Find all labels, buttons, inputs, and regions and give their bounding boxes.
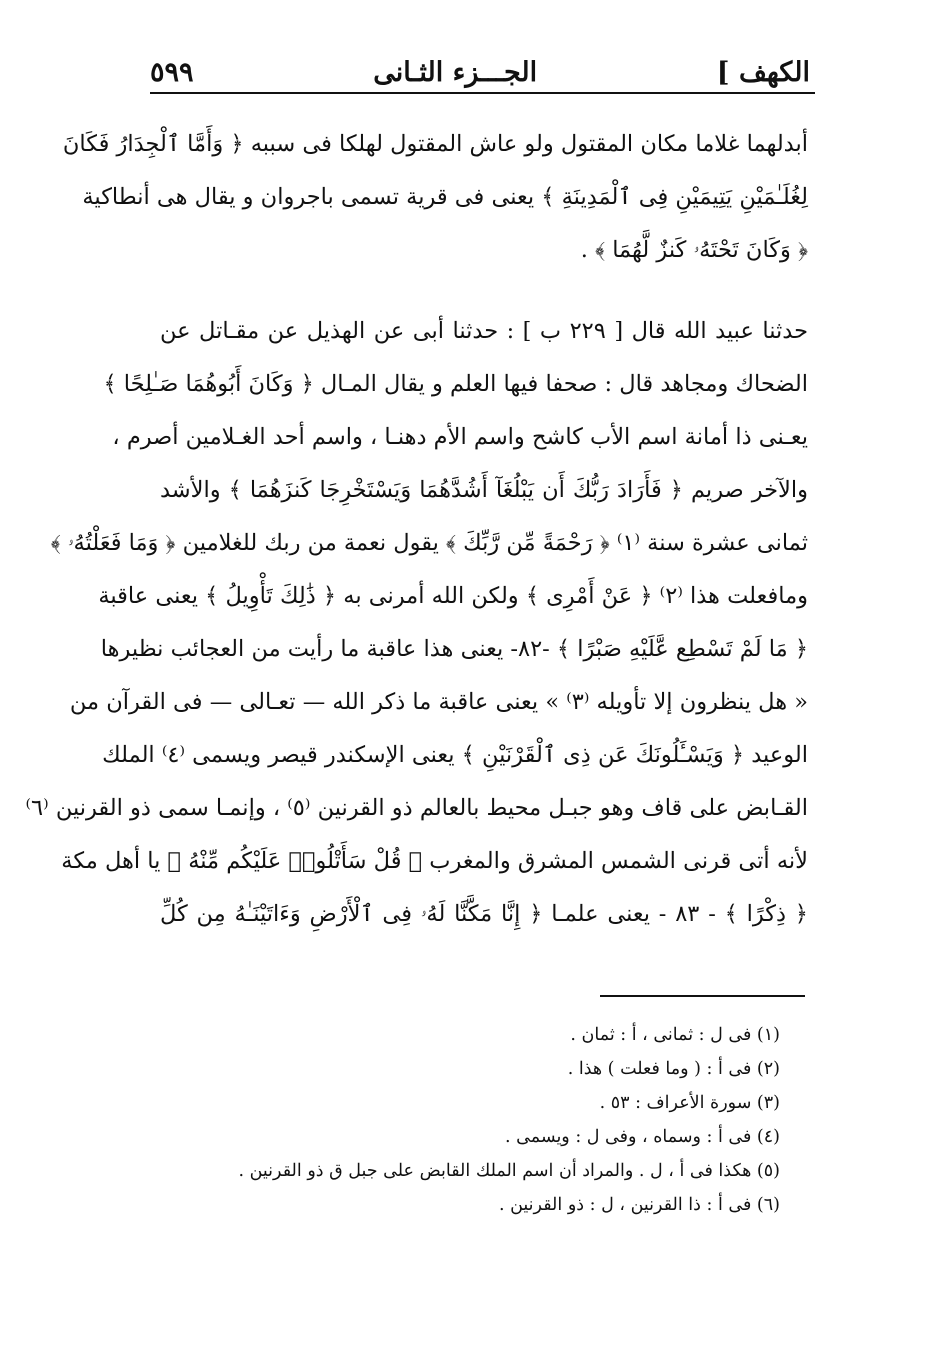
text-line: ﴿ ذِكْرًا ﴾ - ٨٣ - يعنى علمـا ﴿ إِنَّا مَكَّنَّا لَهُۥ فِى ٱلْأَرْضِ وَءَاتَيْنَـٰهُ مِن كُلِّ xyxy=(160,901,808,927)
surah-title: الكهف ] xyxy=(716,56,810,88)
paragraph-gap xyxy=(160,277,808,305)
footnote: (١) فى ل : ثمانى ، أ : ثمان . xyxy=(570,1025,780,1045)
text-line: ﴿ وَكَانَ تَحْتَهُۥ كَنزٌ لَّهُمَا ﴾ . xyxy=(580,237,808,263)
footnote: (٣) سورة الأعراف : ٥٣ . xyxy=(599,1093,780,1113)
page-number: ٥٩٩ xyxy=(150,56,194,88)
text-line: ثمانى عشرة سنة ⁽١⁾ ﴿ رَحْمَةً مِّن رَّبِّكَ ﴾ يقول نعمة من ربك للغلامين ﴿ وَمَا فَعَلْتُهُۥ ﴾ xyxy=(50,530,808,556)
text-line: الضحاك ومجاهد قال : صحفا فيها العلم و يقال المـال ﴿ وَكَانَ أَبُوهُمَا صَـٰلِحًا ﴾ xyxy=(103,371,808,397)
header-rule xyxy=(150,92,815,94)
text-line: ومافعلت هذا ⁽٢⁾ ﴿ عَنْ أَمْرِى ﴾ ولكن الله أمرنى به ﴿ ذَٰلِكَ تَأْوِيلُ ﴾ يعنى عاقبة xyxy=(98,583,808,609)
text-line: ﴿ مَا لَمْ تَسْطِع عَّلَيْهِ صَبْرًا ﴾ -٨٢- يعنى هذا عاقبة ما رأيت من العجائب نظيرها xyxy=(100,636,808,662)
text-line: القـابض على قاف وهو جبـل محيط بالعالم ذو القرنين ⁽٥⁾ ، وإنمـا سمى ذو القرنين ⁽٦⁾ xyxy=(25,795,808,821)
page-header xyxy=(150,48,810,96)
footnotes xyxy=(240,1018,780,1222)
text-line: لأنه أتى قرنى الشمس المشرق والمغرب ﴿ قُلْ سَأَتْلُوا۟ عَلَيْكُم مِّنْهُ ﴾ يا أهل مكة xyxy=(61,848,808,874)
part-title: الجـــزء الثـانى xyxy=(373,56,538,88)
text-line: والآخر صريم ﴿ فَأَرَادَ رَبُّكَ أَن يَبْلُغَآ أَشُدَّهُمَا وَيَسْتَخْرِجَا كَنزَهُمَا ﴾ والأشد xyxy=(160,477,808,503)
text-line: يعـنى ذا أمانة اسم الأب كاشح واسم الأم دهنـا ، واسم أحد الغـلامين أصرم ، xyxy=(112,424,808,450)
footnote: (٦) فى أ : ذا القرنين ، ل : ذو القرنين . xyxy=(498,1195,780,1215)
footnote: (٥) هكذا فى أ ، ل . والمراد أن اسم الملك القابض على جبل ق ذو القرنين . xyxy=(238,1161,780,1181)
text-line: لِغُلَـٰمَيْنِ يَتِيمَيْنِ فِى ٱلْمَدِينَةِ ﴾ يعنى فى قرية تسمى باجروان و يقال هى أنطاكية xyxy=(82,184,808,210)
footnote: (٢) فى أ : ( وما فعلت ) هذا . xyxy=(567,1059,780,1079)
text-line: « هل ينظرون إلا تأويله ⁽٣⁾ » يعنى عاقبة ما ذكر الله — تعـالى — فى القرآن من xyxy=(69,689,808,715)
text-line: الوعيد ﴿ وَيَسْـَٔلُونَكَ عَن ذِى ٱلْقَرْنَيْنِ ﴾ يعنى الإسكندر قيصر ويسمى ⁽٤⁾ الملك xyxy=(102,742,808,768)
text-line: أبدلهما غلاما مكان المقتول ولو عاش المقتول لهلكا فى سببه ﴿ وَأَمَّا ٱلْجِدَارُ فَكَانَ xyxy=(62,131,808,157)
text-line: حدثنا عبيد الله قال [ ٢٢٩ ب ] : حدثنا أبى عن الهذيل عن مقـاتل عن xyxy=(160,318,808,344)
footnote: (٤) فى أ : وسماه ، وفى ل : ويسمى . xyxy=(505,1127,780,1147)
footnote-rule xyxy=(600,995,805,997)
body-text xyxy=(25,118,808,941)
